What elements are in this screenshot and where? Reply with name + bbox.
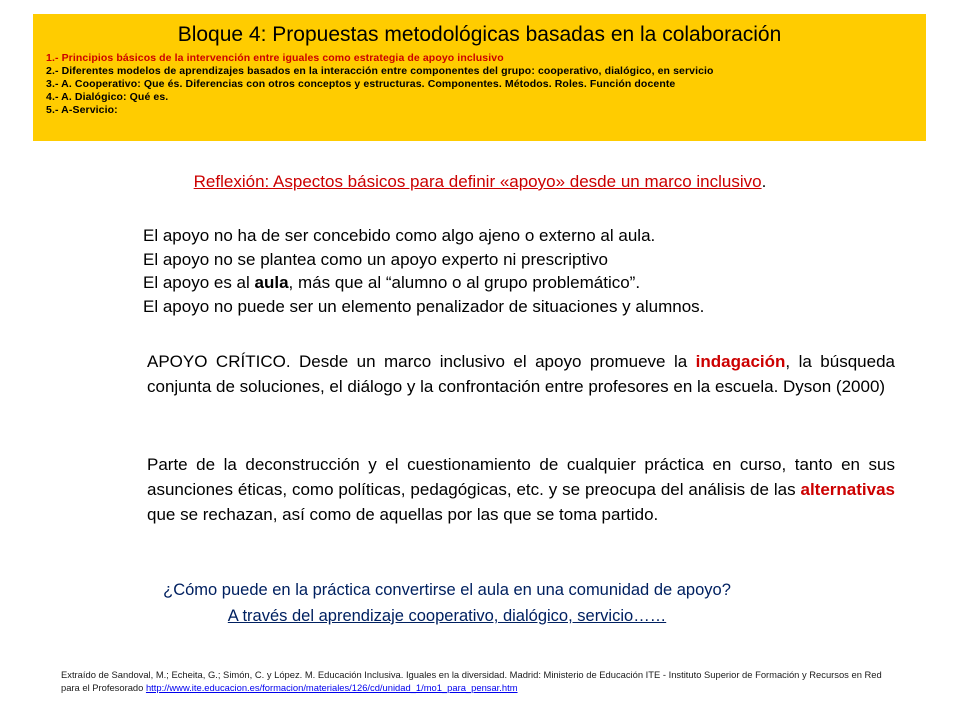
answer-link[interactable]: A través del aprendizaje cooperativo, dialógico, servicio…… — [227, 607, 667, 625]
agenda-item-2: 2.- Diferentes modelos de aprendizajes basados en la interacción entre componentes del grupo: cooperativo, dialógico, en servicio — [46, 65, 714, 77]
alternativas-highlight: alternativas — [800, 480, 895, 499]
indagacion-highlight: indagación — [695, 352, 786, 371]
question-text: ¿Cómo puede en la práctica convertirse el aula en una comunidad de apoyo? — [163, 581, 731, 599]
point-3-bold: aula — [254, 273, 289, 292]
slide-title: Bloque 4: Propuestas metodológicas basadas en la colaboración — [177, 23, 782, 46]
apoyo-critico-paragraph: APOYO CRÍTICO. Desde un marco inclusivo el apoyo promueve la indagación, la búsqueda conjunta de soluciones, el diálogo y la confrontación entre profesores en la escuela. Dyson (2000) — [147, 352, 895, 396]
source-text: Extraído de Sandoval, M.; Echeita, G.; Simón, C. y López. M. Educación Inclusiva. Iguales en la diversidad. Madrid: Ministerio de Educación ITE - Instituto Superior de Formación y Recursos en Red para el Profesorado — [61, 669, 882, 693]
deconstruccion-paragraph: Parte de la deconstrucción y el cuestionamiento de cualquier práctica en curso, tanto en sus asunciones éticas, como políticas, pedagógicas, etc. y se preocupa del análisis de las alternativas que se rechazan, así como de aquellas por las que se toma partido. — [147, 455, 895, 524]
agenda-item-1: 1.- Principios básicos de la intervención entre iguales como estrategia de apoyo inclusivo — [46, 52, 504, 64]
reflexion-heading — [0, 172, 960, 192]
source-citation — [61, 669, 891, 694]
point-3-start: El apoyo es al — [143, 273, 255, 292]
header-banner — [33, 14, 926, 141]
source-url-link[interactable]: http://www.ite.educacion.es/formacion/materiales/126/cd/unidad_1/mo1_para_pensar.htm — [145, 681, 518, 693]
support-points — [143, 224, 704, 318]
point-2: El apoyo no se plantea como un apoyo experto ni prescriptivo — [143, 249, 608, 269]
reflexion-link[interactable]: Reflexión: Aspectos básicos para definir «apoyo» desde un marco inclusivo — [193, 172, 762, 191]
agenda-item-3: 3.- A. Cooperativo: Que és. Diferencias con otros conceptos y estructuras. Componentes. Métodos. Roles. Función docente — [46, 78, 676, 90]
point-3 — [143, 271, 704, 295]
point-4: El apoyo no puede ser un elemento penalizador de situaciones y alumnos. — [143, 296, 705, 316]
agenda-item-5: 5.- A-Servicio: — [46, 104, 118, 116]
point-3-end: , más que al “alumno o al grupo problemático”. — [288, 273, 641, 292]
point-1: El apoyo no ha de ser concebido como algo ajeno o externo al aula. — [143, 226, 656, 245]
agenda-item-4: 4.- A. Dialógico: Qué es. — [46, 91, 169, 103]
reflexion-period: . — [761, 172, 767, 191]
